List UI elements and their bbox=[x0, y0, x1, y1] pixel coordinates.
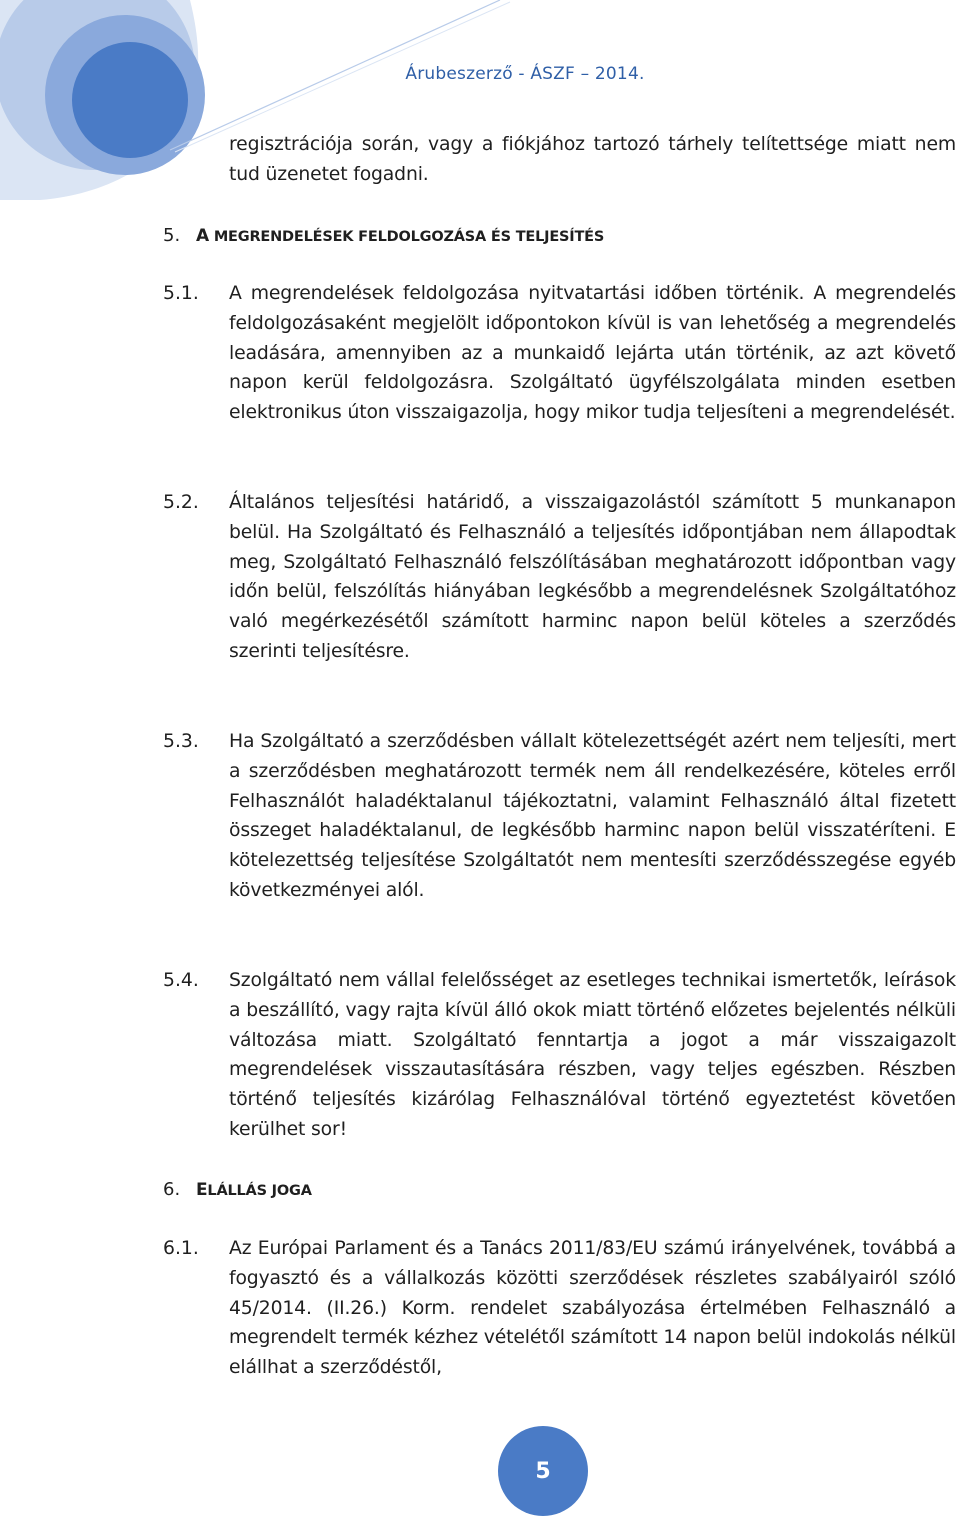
document-header-title: Árubeszerző - ÁSZF – 2014. bbox=[405, 64, 645, 84]
section-title bbox=[196, 226, 604, 246]
section-number: 6. bbox=[163, 1179, 181, 1200]
section-title-rest: LÁLLÁS JOGA bbox=[207, 1183, 312, 1199]
paragraph-text: Általános teljesítési határidő, a visszaigazolástól számított 5 munkanapon belül. Ha Szolgáltató és Felhasználó a teljesítés időpontjában nem állapodtak meg, Szolgáltató Felhasználó felszólításában meghatározott időpontban vagy időn belül, felszólítás hiányában legkésőbb a megrendelésnek Szolgáltatóhoz való megérkezésétől számított harminc napon belül köteles a szerződés szerinti teljesítésre. bbox=[229, 492, 956, 662]
paragraph-number: 5.1. bbox=[163, 283, 199, 304]
intro-paragraph: regisztrációja során, vagy a fiókjához tartozó tárhely telítettsége miatt nem tud üzenetet fogadni. bbox=[229, 134, 956, 185]
paragraph-number: 5.4. bbox=[163, 970, 199, 991]
section-title-initial: A bbox=[196, 226, 209, 246]
paragraph-text: A megrendelések feldolgozása nyitvatartási időben történik. A megrendelés feldolgozásaként megjelölt időpontokon kívül is van lehetőség a megrendelés leadására, amennyiben az a munkaidő lejárta után történik, az azt követő napon kerül feldolgozásra. Szolgáltató ügyfélszolgálata minden esetben elektronikus úton visszaigazolja, hogy mikor tudja teljesíteni a megrendelését. bbox=[229, 283, 956, 424]
page-number-badge: 5 bbox=[498, 1426, 588, 1516]
section-title bbox=[196, 1180, 312, 1200]
paragraph-number: 6.1. bbox=[163, 1238, 199, 1259]
paragraph-text: Ha Szolgáltató a szerződésben vállalt kötelezettségét azért nem teljesíti, mert a szerződésben meghatározott termék nem áll rendelkezésére, köteles erről Felhasználót haladéktalanul tájékoztatni, valamint Felhasználó által fizetett összeget haladéktalanul, de legkésőbb harminc napon belül visszatéríteni. E kötelezettség teljesítése Szolgáltatót nem mentesíti szerződésszegése egyéb következményei alól. bbox=[229, 731, 956, 901]
paragraph-number: 5.2. bbox=[163, 492, 199, 513]
section-heading-6 bbox=[163, 1175, 312, 1206]
paragraph-number: 5.3. bbox=[163, 731, 199, 752]
paragraph-text: Az Európai Parlament és a Tanács 2011/83/EU számú irányelvének, továbbá a fogyasztó és a vállalkozás közötti szerződések részletes szabályairól szóló 45/2014. (II.26.) Korm. rendelet szabályozása értelmében Felhasználó a megrendelt termék kézhez vételétől számított 14 napon belül indokolás nélkül elállhat a szerződéstől, bbox=[229, 1238, 956, 1379]
section-title-rest: MEGRENDELÉSEK FELDOLGOZÁSA ÉS TELJESÍTÉS bbox=[208, 229, 605, 245]
section-number: 5. bbox=[163, 225, 181, 246]
paragraph-text: Szolgáltató nem vállal felelősséget az esetleges technikai ismertetők, leírások a beszállító, vagy rajta kívül álló okok miatt történő előzetes bejelentés nélküli változása miatt. Szolgáltató fenntartja a jogot a már visszaigazolt megrendelések visszautasítására részben, vagy teljes egészben. Részben történő teljesítés kizárólag Felhasználóval történő egyeztetést követően kerülhet sor! bbox=[229, 970, 956, 1140]
section-title-initial: E bbox=[196, 1180, 208, 1200]
section-heading-5 bbox=[163, 221, 604, 252]
